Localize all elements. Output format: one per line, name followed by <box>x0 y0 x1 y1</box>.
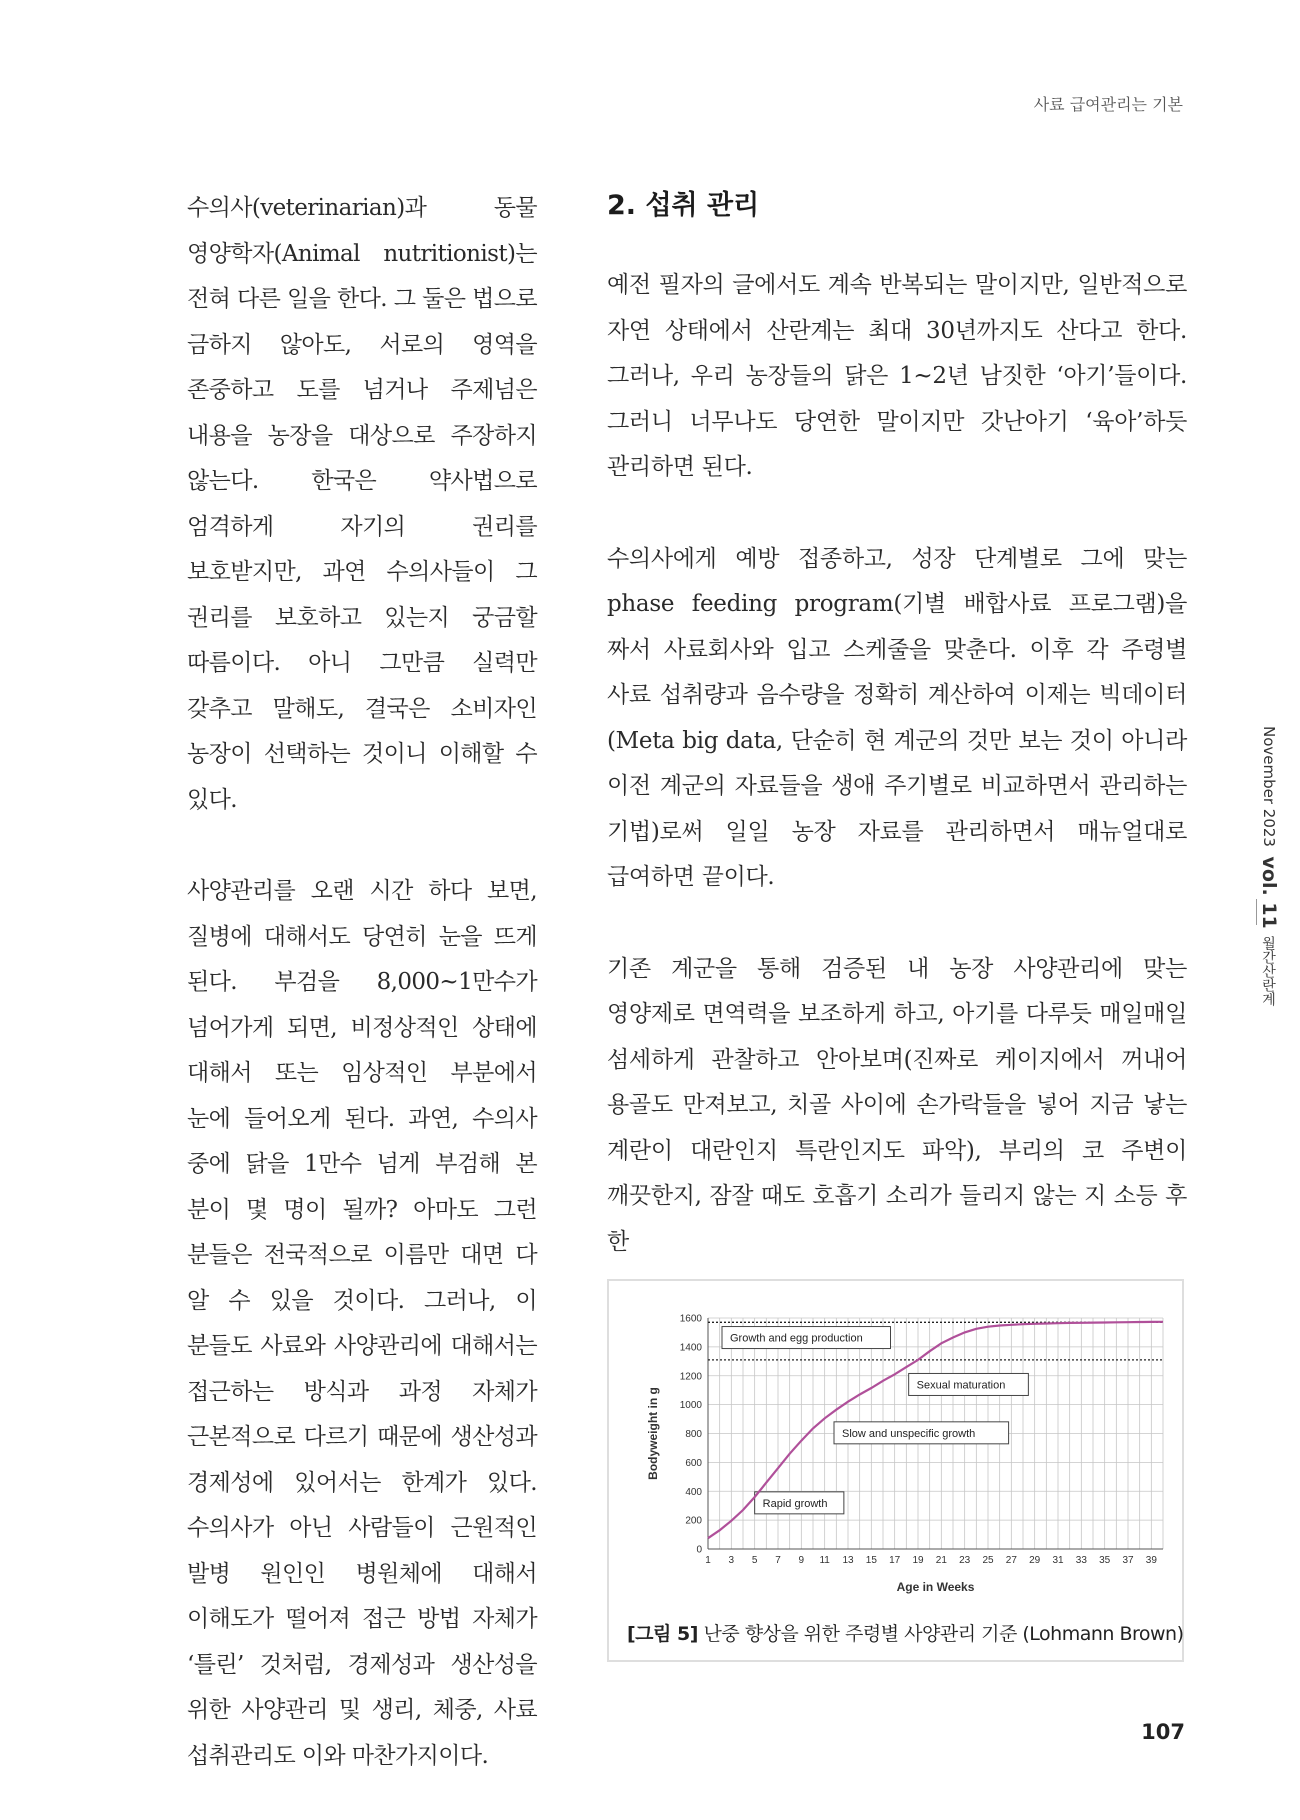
y-tick-label: 0 <box>696 1544 702 1556</box>
y-tick-label: 400 <box>685 1486 702 1498</box>
x-tick-label: 7 <box>775 1555 781 1566</box>
figure <box>607 1279 1184 1662</box>
side-volume: vol. 11 <box>1258 856 1280 929</box>
x-tick-label: 27 <box>1005 1555 1017 1566</box>
page-number: 107 <box>1141 1720 1185 1744</box>
annotation-label: Rapid growth <box>762 1497 828 1510</box>
x-tick-label: 13 <box>842 1555 854 1566</box>
y-axis-label: Bodyweight in g <box>646 1387 660 1480</box>
y-tick-label: 1400 <box>679 1342 702 1354</box>
x-tick-label: 11 <box>819 1555 830 1566</box>
x-tick-label: 1 <box>705 1555 711 1566</box>
right-paragraph-1: 예전 필자의 글에서도 계속 반복되는 말이지만, 일반적으로 자연 상태에서 산란계는 최대 30년까지도 산다고 한다. 그러나, 우리 농장들의 닭은 1~2년 남짓한 ‘아기’들이다. 그러니 너무나도 당연한 말이지만 갓난아기 ‘육아’하듯 관리하면 된다. <box>607 272 1187 480</box>
right-paragraph-3: 기존 계군을 통해 검증된 내 농장 사양관리에 맞는 영양제로 면역력을 보조하게 하고, 아기를 다루듯 매일매일 섬세하게 관찰하고 안아보며(진짜로 케이지에서 꺼내어 용골도 만져보고, 치골 사이에 손가락들을 넣어 지금 낳는 계란이 대란인지 특란인지도 파악), 부리의 코 주변이 깨끗한지, 잠잘 때도 호흡기 소리가 들리지 않는 지 소등 후 한 <box>607 955 1187 1255</box>
x-tick-label: 39 <box>1145 1555 1157 1566</box>
annotation-label: Sexual maturation <box>916 1379 1006 1392</box>
x-tick-label: 31 <box>1052 1555 1064 1566</box>
right-paragraph-2: 수의사에게 예방 접종하고, 성장 단계별로 그에 맞는 phase feeding program(기별 배합사료 프로그램)을 짜서 사료회사와 입고 스케줄을 맞춘다. 이후 각 주령별 사료 섭취량과 음수량을 정확히 계산하여 이제는 빅데이터(Meta big data, 단순히 현 계군의 것만 보는 것이 아니라 이전 계군의 자료들을 생애 주기별로 비교하면서 관리하는 기법)로써 일일 농장 자료를 관리하면서 매뉴얼대로 급여하면 끝이다. <box>607 545 1187 890</box>
section-title: 2. 섭취 관리 <box>607 190 760 221</box>
x-tick-label: 9 <box>798 1555 805 1566</box>
x-axis-label: Age in Weeks <box>896 1580 975 1594</box>
x-tick-label: 25 <box>982 1555 994 1566</box>
y-tick-label: 200 <box>685 1515 702 1527</box>
x-tick-label: 37 <box>1122 1555 1134 1566</box>
y-tick-label: 1600 <box>679 1313 702 1325</box>
caption-text: 난중 향상을 위한 주령별 사양관리 기준 (Lohmann Brown) <box>697 1623 1184 1645</box>
x-tick-label: 29 <box>1029 1555 1041 1566</box>
side-divider <box>1256 899 1257 925</box>
y-tick-label: 800 <box>685 1429 702 1440</box>
right-column <box>607 186 1187 1265</box>
x-tick-label: 3 <box>728 1555 735 1566</box>
x-tick-label: 15 <box>865 1555 877 1566</box>
y-tick-label: 1000 <box>679 1400 702 1412</box>
side-strip <box>1238 726 1278 1026</box>
x-tick-label: 17 <box>889 1555 901 1566</box>
caption-label: [그림 5] <box>627 1623 698 1645</box>
left-paragraph-1: 수의사(veterinarian)과 동물 영양학자(Animal nutritionist)는 전혀 다른 일을 한다. 그 둘은 법으로 금하지 않아도, 서로의 영역을 존중하고 도를 넘거나 주제넘은 내용을 농장을 대상으로 주장하지 않는다. 한국은 약사법으로 엄격하게 자기의 권리를 보호받지만, 과연 수의사들이 그 권리를 보호하고 있는지 궁금할 따름이다. 아니 그만큼 실력만 갖추고 말해도, 결국은 소비자인 농장이 선택하는 것이니 이해할 수 있다. <box>187 195 537 813</box>
running-head: 사료 급여관리는 기본 <box>1033 95 1183 114</box>
annotation-label: Growth and egg production <box>730 1332 863 1345</box>
annotation-label: Slow and unspecific growth <box>842 1427 976 1440</box>
x-tick-label: 5 <box>751 1555 758 1566</box>
x-tick-label: 23 <box>959 1555 971 1566</box>
x-tick-label: 21 <box>935 1555 947 1566</box>
left-paragraph-2: 사양관리를 오랜 시간 하다 보면, 질병에 대해서도 당연히 눈을 뜨게 된다. 부검을 8,000~1만수가 넘어가게 되면, 비정상적인 상태에 대해서 또는 임상적인 부분에서 눈에 들어오게 된다. 과연, 수의사 중에 닭을 1만수 넘게 부검해 본 분이 몇 명이 될까? 아마도 그런 분들은 전국적으로 이름만 대면 다 알 수 있을 것이다. 그러나, 이 분들도 사료와 사양관리에 대해서는 접근하는 방식과 과정 자체가 근본적으로 다르기 때문에 생산성과 경제성에 있어서는 한계가 있다. 수의사가 아닌 사람들이 근원적인 발병 원인인 병원체에 대해서 이해도가 떨어져 접근 방법 자체가 ‘틀린’ 것처럼, 경제성과 생산성을 위한 사양관리 및 생리, 체중, 사료 섭취관리도 이와 마찬가지이다. <box>187 878 537 1769</box>
side-magazine: 월간산란계 <box>1260 936 1276 1006</box>
y-tick-label: 1200 <box>679 1371 702 1383</box>
bodyweight-chart <box>623 1303 1173 1613</box>
x-tick-label: 33 <box>1075 1555 1087 1566</box>
y-tick-label: 600 <box>685 1457 702 1469</box>
x-tick-label: 19 <box>912 1555 924 1566</box>
x-tick-label: 35 <box>1099 1555 1111 1566</box>
side-issue: November 2023 vol. 11 <box>1258 726 1280 929</box>
figure-caption <box>627 1619 1184 1646</box>
left-column <box>187 186 537 1779</box>
